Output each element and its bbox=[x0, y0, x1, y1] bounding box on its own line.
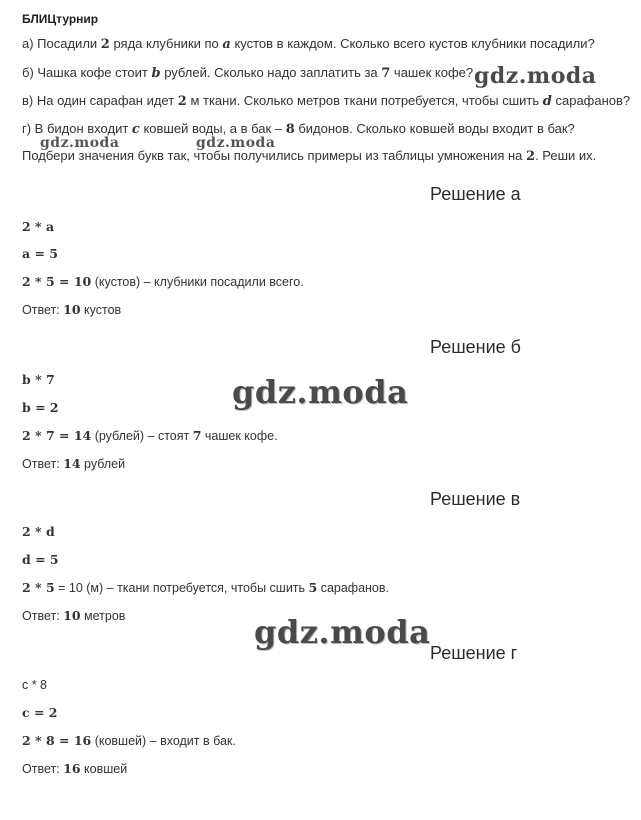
task-b bbox=[22, 65, 473, 81]
task-b-variable: b bbox=[151, 66, 161, 81]
solution-b-calc-number: 7 bbox=[192, 428, 202, 443]
solution-a-answer bbox=[22, 302, 121, 317]
task-a-number: 2 bbox=[100, 37, 110, 52]
task-v-text-2: м ткани. Сколько метров ткани потребуется, чтобы сшить bbox=[186, 93, 543, 108]
solution-b-answer-number: 14 bbox=[63, 456, 81, 471]
solution-g-value: c = 2 bbox=[22, 705, 58, 720]
solution-b-calculation bbox=[22, 428, 278, 443]
solution-g-heading: Решение г bbox=[430, 643, 518, 663]
solution-b-calc-text-1: (рублей) – стоят bbox=[91, 429, 193, 443]
solution-b-calc-text-2: чашек кофе. bbox=[201, 429, 278, 443]
solution-v-calc-number: 5 bbox=[308, 580, 318, 595]
solution-v-answer-number: 10 bbox=[63, 608, 81, 623]
solution-v-calc-text-1: = 10 (м) – ткани потребуется, чтобы сшить bbox=[54, 581, 309, 595]
solution-g-answer-label: Ответ: bbox=[22, 762, 64, 776]
solution-b-calc-expr: 2 * 7 = 14 bbox=[22, 428, 92, 443]
solution-v-calc-expr: 2 * 5 bbox=[22, 580, 55, 595]
solution-g-answer bbox=[22, 761, 127, 776]
solution-b-answer-unit: рублей bbox=[80, 457, 126, 471]
solution-a-answer-unit: кустов bbox=[80, 303, 122, 317]
task-a-text-1: а) Посадили bbox=[22, 36, 101, 51]
solution-b-expression: b * 7 bbox=[22, 372, 55, 387]
solution-v-expression: 2 * d bbox=[22, 524, 55, 539]
watermark-logo: gdz.moda bbox=[254, 613, 431, 651]
task-v-number: 2 bbox=[177, 94, 187, 109]
solution-v-value: d = 5 bbox=[22, 552, 59, 567]
solution-v-answer-unit: метров bbox=[80, 609, 126, 623]
watermark-logo: gdz.moda bbox=[40, 135, 120, 151]
solution-a-calc-text: (кустов) – клубники посадили всего. bbox=[91, 275, 304, 289]
task-b-text-1: б) Чашка кофе стоит bbox=[22, 65, 152, 80]
solution-a-calc-expr: 2 * 5 = 10 bbox=[22, 274, 92, 289]
solution-b-value: b = 2 bbox=[22, 400, 59, 415]
task-a-variable: a bbox=[222, 37, 231, 52]
task-a bbox=[22, 36, 595, 52]
task-v-text-3: сарафанов? bbox=[551, 93, 631, 108]
watermark-logo: gdz.moda bbox=[232, 373, 409, 411]
task-v-text-1: в) На один сарафан идет bbox=[22, 93, 178, 108]
solution-v-heading: Решение в bbox=[430, 489, 521, 509]
task-g-variable: c bbox=[131, 122, 140, 137]
solution-a-answer-number: 10 bbox=[63, 302, 81, 317]
solution-g-calc-text: (ковшей) – входит в бак. bbox=[91, 734, 236, 748]
solution-g-calculation bbox=[22, 733, 236, 748]
solution-v-calc-text-2: сарафанов. bbox=[317, 581, 390, 595]
solution-b-answer-label: Ответ: bbox=[22, 457, 64, 471]
task-b-text-2: рублей. Сколько надо заплатить за bbox=[160, 65, 382, 80]
solution-a-answer-label: Ответ: bbox=[22, 303, 64, 317]
solution-a-heading: Решение а bbox=[430, 184, 521, 204]
solution-g-expression: c * 8 bbox=[22, 678, 48, 692]
page-title: БЛИЦтурнир bbox=[22, 12, 99, 26]
solution-v-answer bbox=[22, 608, 125, 623]
solution-a-calculation bbox=[22, 274, 304, 289]
solution-a-expression: 2 * a bbox=[22, 219, 55, 234]
task-b-text-3: чашек кофе? bbox=[390, 65, 474, 80]
solution-a-value: a = 5 bbox=[22, 246, 58, 261]
instruction-text-2: . Реши их. bbox=[535, 148, 597, 163]
task-g-number: 8 bbox=[285, 122, 295, 137]
watermark-logo: gdz.moda bbox=[474, 63, 597, 89]
task-a-text-3: кустов в каждом. Сколько всего кустов клубники посадили? bbox=[230, 36, 595, 51]
task-a-text-2: ряда клубники по bbox=[109, 36, 223, 51]
solution-g-answer-unit: ковшей bbox=[80, 762, 128, 776]
solution-b-heading: Решение б bbox=[430, 337, 521, 357]
solution-g-calc-expr: 2 * 8 = 16 bbox=[22, 733, 92, 748]
solution-v-answer-label: Ответ: bbox=[22, 609, 64, 623]
task-g-text-2: ковшей воды, а в бак – bbox=[139, 121, 286, 136]
instruction-text-1: Подбери значения букв так, чтобы получились примеры из таблицы умножения на bbox=[22, 148, 527, 163]
solution-b-answer bbox=[22, 456, 125, 471]
task-g-text-3: бидонов. Сколько ковшей воды входит в бак? bbox=[294, 121, 575, 136]
watermark-logo: gdz.moda bbox=[196, 135, 276, 151]
instruction-number: 2 bbox=[526, 149, 536, 164]
task-g-text-1: г) В бидон входит bbox=[22, 121, 132, 136]
solution-g-answer-number: 16 bbox=[63, 761, 81, 776]
task-b-number: 7 bbox=[381, 66, 391, 81]
task-v bbox=[22, 93, 630, 109]
task-v-variable: d bbox=[542, 94, 552, 109]
solution-v-calculation bbox=[22, 580, 389, 595]
